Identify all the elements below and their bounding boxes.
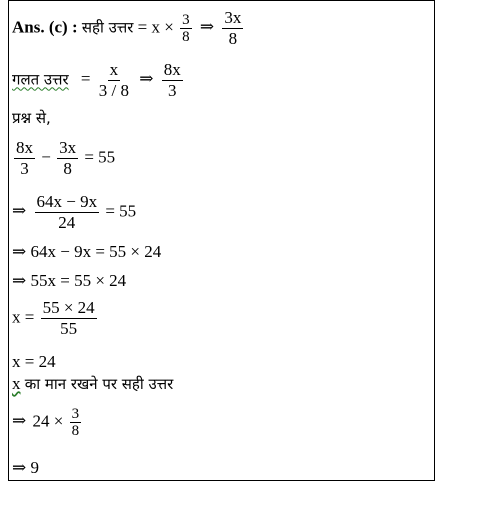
wrong-fraction bbox=[97, 60, 131, 101]
fraction-numerator: 3x bbox=[224, 8, 242, 27]
fraction-numerator: 64x − 9x bbox=[36, 192, 98, 211]
fraction-numerator: 3 bbox=[182, 12, 190, 28]
equals-sign: = bbox=[80, 69, 91, 89]
fraction-3-8 bbox=[70, 406, 82, 439]
wrong-result-fraction bbox=[162, 60, 183, 101]
fraction-denominator: 8 bbox=[182, 29, 190, 45]
variable-x: x bbox=[12, 374, 21, 393]
implies-symbol: ⇒ bbox=[139, 69, 154, 90]
equation-5 bbox=[12, 298, 99, 339]
equation-1 bbox=[12, 138, 115, 179]
put-value-line bbox=[12, 374, 173, 394]
equation-2 bbox=[12, 192, 136, 233]
equation-3: ⇒ 64x − 9x = 55 × 24 bbox=[12, 242, 162, 261]
wrong-answer-line bbox=[12, 60, 185, 101]
equation-rhs: = 55 bbox=[105, 201, 137, 221]
fraction-denominator: 3 bbox=[20, 159, 29, 178]
answer-line bbox=[12, 8, 245, 49]
from-question-text: प्रश्न से, bbox=[12, 109, 51, 127]
fraction-8x-3 bbox=[14, 138, 35, 179]
fraction-denominator: 8 bbox=[228, 29, 238, 48]
fraction-denominator: 3 / 8 bbox=[98, 81, 129, 100]
fraction-numerator: 8x bbox=[16, 138, 33, 157]
final-answer: ⇒ 9 bbox=[12, 458, 39, 477]
equation-4: ⇒ 55x = 55 × 24 bbox=[12, 271, 127, 290]
correct-expr-lhs: = x × bbox=[137, 17, 174, 37]
fraction-numerator: x bbox=[109, 60, 119, 79]
correct-answer-label: सही उत्तर bbox=[81, 18, 134, 37]
fraction-numerator: 3x bbox=[59, 138, 77, 157]
fraction-denominator: 8 bbox=[63, 159, 72, 178]
answer-prefix: Ans. (c) : bbox=[12, 17, 78, 37]
fraction-denominator: 24 bbox=[58, 213, 76, 232]
equation-lhs: 24 × bbox=[32, 411, 64, 431]
implies-symbol: ⇒ bbox=[199, 17, 215, 38]
fraction-55x24-55 bbox=[41, 298, 97, 339]
correct-fraction bbox=[180, 12, 192, 45]
fraction-numerator: 3 bbox=[71, 406, 80, 422]
fraction-denominator: 8 bbox=[71, 423, 80, 439]
implies-symbol: ⇒ bbox=[12, 201, 27, 222]
fraction-denominator: 3 bbox=[167, 81, 177, 100]
equation-6: x = 24 bbox=[12, 352, 56, 371]
implies-symbol: ⇒ bbox=[12, 411, 27, 432]
fraction-combined bbox=[35, 192, 100, 233]
fraction-3x-8 bbox=[57, 138, 78, 179]
correct-result-fraction bbox=[222, 8, 243, 49]
fraction-denominator: 55 bbox=[60, 319, 78, 338]
equation-7 bbox=[12, 406, 83, 439]
equation-lhs: x = bbox=[12, 307, 35, 327]
equation-rhs: = 55 bbox=[84, 147, 116, 167]
wrong-answer-label: गलत उत्तर bbox=[12, 70, 69, 89]
fraction-numerator: 55 × 24 bbox=[42, 298, 95, 317]
minus-sign: − bbox=[41, 147, 51, 167]
put-value-text: का मान रखने पर सही उत्तर bbox=[24, 375, 174, 393]
fraction-numerator: 8x bbox=[163, 60, 181, 79]
